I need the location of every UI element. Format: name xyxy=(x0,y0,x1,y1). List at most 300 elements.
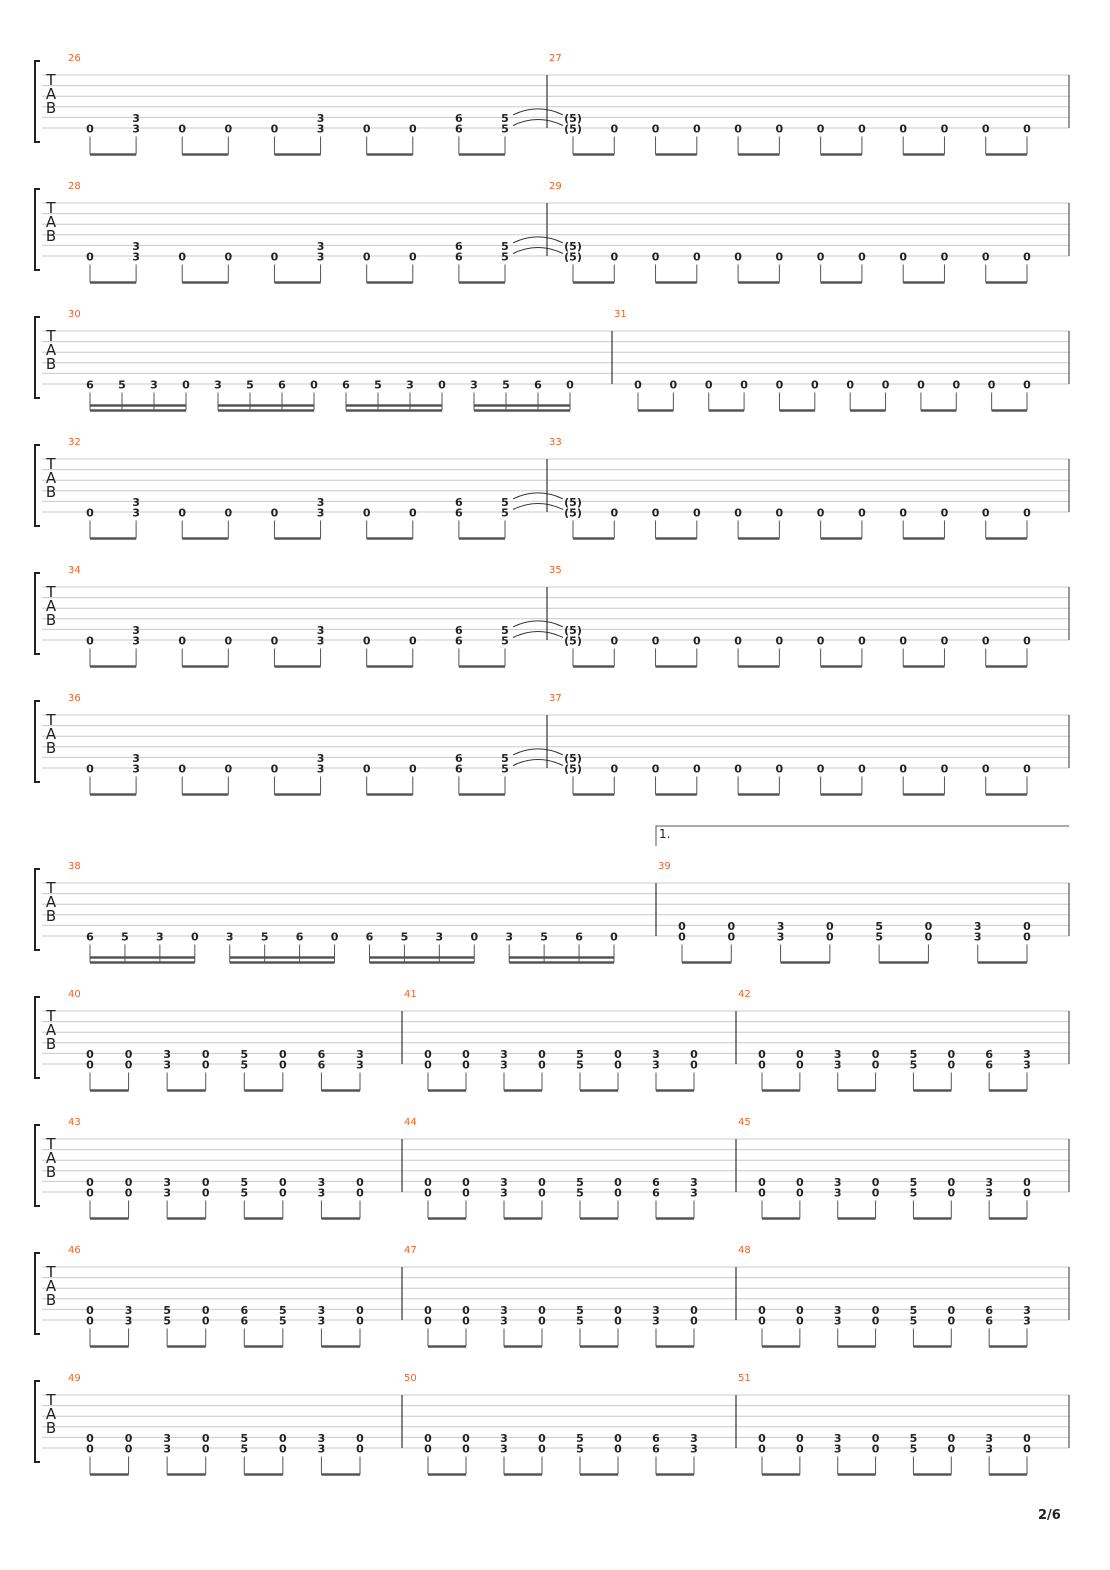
fret-number: 0 xyxy=(270,122,279,136)
fret-number: 6 xyxy=(575,930,583,944)
fret-number: 0 xyxy=(1023,1175,1031,1189)
fret-number: 3 xyxy=(316,623,325,637)
measure-number: 49 xyxy=(68,1373,81,1384)
fret-number: 6 xyxy=(455,634,463,648)
fret-number: 3 xyxy=(500,1442,508,1456)
fret-number: 0 xyxy=(362,122,371,136)
fret-number: 5 xyxy=(501,250,509,264)
fret-number: 3 xyxy=(985,1186,993,1200)
fret-number: 5 xyxy=(374,378,382,392)
fret-number: 0 xyxy=(224,762,233,776)
tab-clef-letter: A xyxy=(45,1021,57,1039)
fret-number: 6 xyxy=(652,1186,660,1200)
fret-number: 5 xyxy=(240,1431,249,1445)
fret-number: 5 xyxy=(576,1047,584,1061)
tie-arc xyxy=(513,120,563,126)
fret-number: 5 xyxy=(501,122,509,136)
system-bracket xyxy=(35,701,40,782)
tie-arc xyxy=(513,504,563,510)
fret-number: 0 xyxy=(952,378,961,392)
fret-number: 0 xyxy=(224,250,233,264)
measure-number: 38 xyxy=(68,861,81,872)
fret-number: 0 xyxy=(1023,930,1031,944)
measure-number: 48 xyxy=(738,1245,751,1256)
fret-number: 0 xyxy=(1023,1431,1031,1445)
fret-number: 0 xyxy=(124,1186,133,1200)
fret-number: 6 xyxy=(86,930,94,944)
fret-number: 0 xyxy=(538,1442,546,1456)
fret-number: 0 xyxy=(124,1175,133,1189)
fret-number: 0 xyxy=(424,1314,432,1328)
fret-number: 0 xyxy=(182,378,190,392)
fret-number: 3 xyxy=(1023,1314,1031,1328)
tab-clef-letter: T xyxy=(46,711,56,729)
fret-number: 0 xyxy=(224,506,233,520)
fret-number: 5 xyxy=(576,1186,584,1200)
tab-clef-letter: B xyxy=(45,99,57,117)
fret-number: 6 xyxy=(652,1431,660,1445)
fret-number: 0 xyxy=(610,506,619,520)
tab-clef-letter: A xyxy=(45,725,57,743)
measure-number: 29 xyxy=(549,181,562,192)
fret-number: 3 xyxy=(500,1047,508,1061)
fret-number: 0 xyxy=(796,1431,804,1445)
fret-number: 3 xyxy=(470,378,478,392)
fret-number: 0 xyxy=(871,1314,880,1328)
tie-arc xyxy=(513,493,563,499)
fret-number: 0 xyxy=(692,762,701,776)
tab-clef-letter: A xyxy=(45,213,57,231)
fret-number: 3 xyxy=(132,623,140,637)
fret-number: 0 xyxy=(1023,762,1031,776)
fret-number: 0 xyxy=(796,1442,804,1456)
fret-number: 0 xyxy=(758,1186,766,1200)
fret-number: 5 xyxy=(121,930,129,944)
fret-number: 3 xyxy=(500,1186,508,1200)
tie-arc xyxy=(513,248,563,254)
fret-number: 6 xyxy=(455,250,463,264)
fret-number: 6 xyxy=(342,378,350,392)
fret-number: 3 xyxy=(690,1442,698,1456)
fret-number: 3 xyxy=(505,930,514,944)
fret-number: 0 xyxy=(424,1303,432,1317)
fret-number: 3 xyxy=(406,378,414,392)
fret-number: 0 xyxy=(201,1047,210,1061)
fret-number: 0 xyxy=(470,930,479,944)
tab-clef-letter: A xyxy=(45,469,57,487)
fret-number: 0 xyxy=(775,250,784,264)
fret-number: 0 xyxy=(224,122,233,136)
tab-clef-letter: B xyxy=(45,1163,57,1181)
tab-clef-letter: B xyxy=(45,907,57,925)
fret-number: 0 xyxy=(178,634,187,648)
fret-number: (5) xyxy=(564,506,582,520)
fret-number: 5 xyxy=(909,1314,918,1328)
fret-number: 0 xyxy=(201,1314,210,1328)
fret-number: 0 xyxy=(1023,250,1031,264)
fret-number: 6 xyxy=(278,378,286,392)
measure-number: 32 xyxy=(68,437,81,448)
fret-number: 6 xyxy=(455,111,463,125)
tab-clef-letter: B xyxy=(45,611,57,629)
tie-arc xyxy=(513,749,563,755)
fret-number: 5 xyxy=(501,762,509,776)
fret-number: 0 xyxy=(424,1442,432,1456)
fret-number: 5 xyxy=(163,1303,171,1317)
fret-number: 5 xyxy=(576,1303,584,1317)
fret-number: 0 xyxy=(704,378,713,392)
fret-number: 6 xyxy=(985,1047,993,1061)
fret-number: 0 xyxy=(690,1314,698,1328)
fret-number: 3 xyxy=(317,1186,326,1200)
tab-clef-letter: B xyxy=(45,227,57,245)
measure-number: 26 xyxy=(68,53,81,64)
fret-number: 0 xyxy=(871,1186,880,1200)
tab-clef-letter: T xyxy=(46,1391,56,1409)
fret-number: 3 xyxy=(1023,1303,1031,1317)
fret-number: 5 xyxy=(576,1442,584,1456)
fret-number: 0 xyxy=(796,1058,804,1072)
fret-number: 0 xyxy=(678,919,686,933)
fret-number: 0 xyxy=(270,762,279,776)
fret-number: (5) xyxy=(564,634,582,648)
fret-number: 6 xyxy=(652,1175,660,1189)
measure-number: 47 xyxy=(404,1245,417,1256)
fret-number: 0 xyxy=(424,1047,432,1061)
fret-number: 0 xyxy=(758,1442,766,1456)
fret-number: 0 xyxy=(981,250,990,264)
fret-number: 5 xyxy=(501,634,509,648)
fret-number: 0 xyxy=(981,634,990,648)
system-bracket xyxy=(35,189,40,270)
fret-number: 3 xyxy=(356,1058,364,1072)
fret-number: 0 xyxy=(408,634,417,648)
fret-number: 0 xyxy=(610,930,618,944)
measure-number: 31 xyxy=(614,309,627,320)
fret-number: (5) xyxy=(564,111,582,125)
fret-number: 5 xyxy=(279,1303,287,1317)
measure-number: 43 xyxy=(68,1117,81,1128)
fret-number: 6 xyxy=(295,930,304,944)
fret-number: 0 xyxy=(816,250,825,264)
fret-number: (5) xyxy=(564,239,582,253)
measure-number: 41 xyxy=(404,989,417,1000)
fret-number: 3 xyxy=(156,930,164,944)
fret-number: 3 xyxy=(1023,1058,1031,1072)
fret-number: 0 xyxy=(538,1047,546,1061)
fret-number: 0 xyxy=(940,762,949,776)
fret-number: 0 xyxy=(424,1058,432,1072)
fret-number: 0 xyxy=(86,1047,94,1061)
fret-number: 0 xyxy=(462,1314,470,1328)
fret-number: 0 xyxy=(424,1175,432,1189)
fret-number: 6 xyxy=(985,1303,993,1317)
system-bracket xyxy=(35,997,40,1078)
fret-number: 0 xyxy=(947,1303,956,1317)
fret-number: 6 xyxy=(317,1047,326,1061)
fret-number: 0 xyxy=(408,762,417,776)
fret-number: 0 xyxy=(871,1175,880,1189)
fret-number: 0 xyxy=(947,1047,956,1061)
fret-number: 0 xyxy=(279,1058,287,1072)
fret-number: 0 xyxy=(758,1303,766,1317)
fret-number: 0 xyxy=(610,122,619,136)
fret-number: 0 xyxy=(846,378,855,392)
fret-number: 5 xyxy=(240,1058,249,1072)
fret-number: 0 xyxy=(279,1186,287,1200)
fret-number: 5 xyxy=(576,1058,584,1072)
tie-arc xyxy=(513,109,563,115)
fret-number: 0 xyxy=(899,506,908,520)
fret-number: 0 xyxy=(1023,378,1031,392)
fret-number: 3 xyxy=(132,762,140,776)
system-bracket xyxy=(35,869,40,950)
fret-number: 0 xyxy=(86,1303,94,1317)
fret-number: 0 xyxy=(947,1431,956,1445)
measure-number: 39 xyxy=(658,861,671,872)
fret-number: 6 xyxy=(652,1442,660,1456)
fret-number: 3 xyxy=(1023,1047,1031,1061)
fret-number: 0 xyxy=(758,1314,766,1328)
fret-number: 0 xyxy=(178,122,187,136)
fret-number: 3 xyxy=(163,1047,171,1061)
fret-number: 0 xyxy=(826,919,834,933)
fret-number: 3 xyxy=(690,1175,698,1189)
fret-number: 3 xyxy=(317,1175,326,1189)
fret-number: 3 xyxy=(124,1314,133,1328)
tab-clef-letter: A xyxy=(45,1149,57,1167)
fret-number: 0 xyxy=(538,1058,546,1072)
tie-arc xyxy=(513,632,563,638)
fret-number: 0 xyxy=(1023,122,1031,136)
fret-number: 3 xyxy=(316,634,325,648)
fret-number: 6 xyxy=(455,762,463,776)
fret-number: 0 xyxy=(816,634,825,648)
fret-number: 0 xyxy=(940,506,949,520)
fret-number: 0 xyxy=(224,634,233,648)
measure-number: 50 xyxy=(404,1373,417,1384)
tab-clef-letter: T xyxy=(46,879,56,897)
fret-number: 0 xyxy=(1023,1442,1031,1456)
fret-number: 3 xyxy=(132,111,140,125)
fret-number: 0 xyxy=(538,1431,546,1445)
fret-number: 0 xyxy=(816,122,825,136)
fret-number: 0 xyxy=(279,1431,287,1445)
fret-number: 0 xyxy=(796,1303,804,1317)
fret-number: 0 xyxy=(86,1058,94,1072)
fret-number: 5 xyxy=(576,1431,584,1445)
fret-number: 0 xyxy=(614,1058,622,1072)
fret-number: 0 xyxy=(356,1303,364,1317)
fret-number: 0 xyxy=(981,506,990,520)
fret-number: 6 xyxy=(455,623,463,637)
fret-number: 0 xyxy=(614,1175,622,1189)
fret-number: (5) xyxy=(564,623,582,637)
tab-clef-letter: A xyxy=(45,893,57,911)
tab-clef-letter: B xyxy=(45,739,57,757)
fret-number: 3 xyxy=(317,1442,326,1456)
fret-number: 0 xyxy=(614,1186,622,1200)
fret-number: 0 xyxy=(330,930,339,944)
fret-number: 0 xyxy=(1023,506,1031,520)
fret-number: 3 xyxy=(163,1175,171,1189)
fret-number: 3 xyxy=(132,239,140,253)
fret-number: 5 xyxy=(279,1314,287,1328)
tab-clef-letter: B xyxy=(45,355,57,373)
fret-number: 5 xyxy=(501,623,509,637)
fret-number: 3 xyxy=(776,919,785,933)
measure-number: 45 xyxy=(738,1117,751,1128)
measure-number: 46 xyxy=(68,1245,81,1256)
fret-number: 0 xyxy=(310,378,318,392)
fret-number: 3 xyxy=(652,1303,660,1317)
fret-number: 0 xyxy=(775,378,784,392)
fret-number: 0 xyxy=(692,122,701,136)
fret-number: 0 xyxy=(690,1303,698,1317)
fret-number: 0 xyxy=(610,762,619,776)
fret-number: 0 xyxy=(279,1047,287,1061)
fret-number: 0 xyxy=(356,1442,364,1456)
fret-number: 3 xyxy=(214,378,222,392)
fret-number: 5 xyxy=(909,1442,918,1456)
fret-number: 0 xyxy=(1023,634,1031,648)
fret-number: 0 xyxy=(201,1431,210,1445)
fret-number: 3 xyxy=(833,1431,842,1445)
fret-number: 3 xyxy=(833,1186,842,1200)
fret-number: 0 xyxy=(270,634,279,648)
fret-number: 0 xyxy=(462,1058,470,1072)
fret-number: 0 xyxy=(940,634,949,648)
fret-number: 0 xyxy=(775,634,784,648)
fret-number: 0 xyxy=(356,1175,364,1189)
fret-number: 3 xyxy=(317,1303,326,1317)
system-bracket xyxy=(35,445,40,526)
fret-number: 5 xyxy=(240,1186,249,1200)
fret-number: 0 xyxy=(614,1047,622,1061)
fret-number: 5 xyxy=(540,930,548,944)
fret-number: 3 xyxy=(150,378,158,392)
fret-number: 0 xyxy=(86,1186,94,1200)
fret-number: 0 xyxy=(362,506,371,520)
fret-number: 5 xyxy=(118,378,126,392)
fret-number: 0 xyxy=(462,1303,470,1317)
fret-number: 6 xyxy=(365,930,374,944)
fret-number: 3 xyxy=(317,1314,326,1328)
measure-number: 36 xyxy=(68,693,81,704)
volta-label: 1. xyxy=(659,827,671,841)
fret-number: 0 xyxy=(538,1186,546,1200)
fret-number: 3 xyxy=(833,1175,842,1189)
fret-number: 3 xyxy=(163,1058,171,1072)
fret-number: 0 xyxy=(424,1431,432,1445)
fret-number: 0 xyxy=(947,1314,956,1328)
fret-number: 0 xyxy=(727,919,736,933)
fret-number: 3 xyxy=(132,122,140,136)
system-bracket xyxy=(35,61,40,142)
fret-number: 3 xyxy=(316,122,325,136)
measure-number: 28 xyxy=(68,181,81,192)
fret-number: 0 xyxy=(947,1442,956,1456)
fret-number: 0 xyxy=(362,634,371,648)
fret-number: 5 xyxy=(875,919,883,933)
fret-number: 0 xyxy=(826,930,834,944)
fret-number: 0 xyxy=(987,378,996,392)
fret-number: 0 xyxy=(692,634,701,648)
fret-number: 0 xyxy=(279,1442,287,1456)
fret-number: 3 xyxy=(833,1442,842,1456)
fret-number: 6 xyxy=(317,1058,326,1072)
fret-number: 3 xyxy=(500,1175,508,1189)
fret-number: 0 xyxy=(124,1047,133,1061)
fret-number: 0 xyxy=(858,506,866,520)
tab-clef-letter: B xyxy=(45,1419,57,1437)
fret-number: 0 xyxy=(86,634,94,648)
fret-number: 0 xyxy=(201,1186,210,1200)
fret-number: 3 xyxy=(132,250,140,264)
fret-number: 0 xyxy=(651,250,660,264)
fret-number: 0 xyxy=(614,1431,622,1445)
fret-number: 0 xyxy=(947,1175,956,1189)
tab-clef-letter: T xyxy=(46,71,56,89)
fret-number: 0 xyxy=(796,1047,804,1061)
fret-number: 0 xyxy=(614,1303,622,1317)
fret-number: (5) xyxy=(564,122,582,136)
fret-number: 3 xyxy=(316,762,325,776)
fret-number: 0 xyxy=(734,122,742,136)
fret-number: 0 xyxy=(981,762,990,776)
fret-number: 3 xyxy=(317,1431,326,1445)
fret-number: 0 xyxy=(279,1175,287,1189)
system-bracket xyxy=(35,1253,40,1334)
fret-number: (5) xyxy=(564,751,582,765)
fret-number: 0 xyxy=(438,378,446,392)
fret-number: 0 xyxy=(796,1186,804,1200)
fret-number: 0 xyxy=(356,1186,364,1200)
volta-bracket xyxy=(656,826,1069,846)
fret-number: 6 xyxy=(985,1314,993,1328)
fret-number: 5 xyxy=(909,1058,918,1072)
fret-number: 0 xyxy=(734,634,742,648)
fret-number: 3 xyxy=(652,1058,660,1072)
tab-clef-letter: T xyxy=(46,1135,56,1153)
fret-number: 0 xyxy=(651,762,660,776)
fret-number: 3 xyxy=(316,506,325,520)
fret-number: 0 xyxy=(899,250,908,264)
fret-number: 0 xyxy=(758,1431,766,1445)
fret-number: 0 xyxy=(356,1431,364,1445)
fret-number: 6 xyxy=(240,1303,249,1317)
fret-number: 0 xyxy=(86,1175,94,1189)
measure-number: 30 xyxy=(68,309,81,320)
system-bracket xyxy=(35,1381,40,1462)
fret-number: 3 xyxy=(973,930,982,944)
fret-number: 3 xyxy=(973,919,982,933)
fret-number: 3 xyxy=(652,1314,660,1328)
fret-number: 5 xyxy=(240,1047,249,1061)
fret-number: 3 xyxy=(124,1303,133,1317)
fret-number: 0 xyxy=(462,1442,470,1456)
fret-number: 3 xyxy=(690,1186,698,1200)
fret-number: 0 xyxy=(178,506,187,520)
tab-clef-letter: T xyxy=(46,199,56,217)
fret-number: 0 xyxy=(178,250,187,264)
fret-number: 3 xyxy=(316,239,325,253)
fret-number: 0 xyxy=(614,1314,622,1328)
measure-number: 34 xyxy=(68,565,81,576)
fret-number: 5 xyxy=(909,1431,918,1445)
fret-number: 0 xyxy=(871,1431,880,1445)
fret-number: 0 xyxy=(858,122,866,136)
